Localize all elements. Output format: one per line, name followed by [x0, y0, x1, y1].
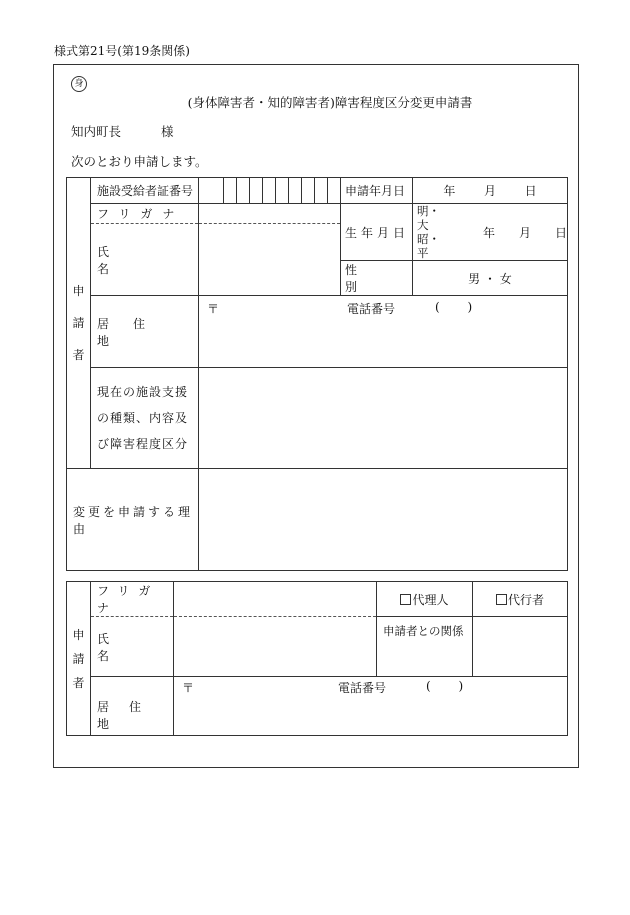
proxy-label: 代行者 [507, 592, 544, 607]
gender-label: 性別 [341, 261, 413, 296]
rep-phone-label: 電話番号 [338, 681, 387, 695]
form-number: 様式第21号(第19条関係) [54, 44, 190, 58]
era-showa-heisei: 昭・平 [417, 232, 440, 260]
phone-parens: ( ) [435, 300, 485, 314]
reason-label: 変更を申請する理由 [67, 469, 199, 571]
representative-side-label: 申請者 [67, 582, 91, 736]
agent-checkbox-option[interactable] [377, 582, 473, 617]
current-support-label: 現在の施設支援の種類、内容及び障害程度区分 [91, 368, 199, 469]
postal-mark: 〒 [207, 302, 220, 316]
relationship-input[interactable] [473, 617, 568, 677]
furigana-label [91, 204, 199, 224]
applicant-side-label: 申請者 [67, 178, 91, 469]
address-input[interactable] [199, 296, 568, 368]
application-date-label: 申請年月日 [341, 178, 413, 204]
name-input[interactable] [199, 224, 341, 296]
address-label: 居住地 [91, 296, 199, 368]
representative-table [66, 581, 568, 736]
gender-options[interactable]: 男 ・ 女 [413, 261, 568, 296]
certificate-number-label: 施設受給者証番号 [91, 178, 199, 204]
agent-label: 代理人 [412, 592, 449, 607]
rep-furigana-label: フリガナ [91, 582, 174, 617]
rep-furigana-input[interactable] [174, 582, 377, 617]
application-date-input[interactable]: 年 月 日 [413, 178, 568, 204]
current-support-input[interactable] [199, 368, 568, 469]
birth-date-label: 生年月日 [341, 204, 413, 261]
rep-postal-mark: 〒 [182, 681, 195, 695]
rep-name-label: 氏名 [91, 617, 174, 677]
applicant-table [66, 177, 568, 571]
proxy-checkbox[interactable] [496, 594, 507, 605]
era-meiji-taisho: 明・大 [417, 204, 440, 232]
birth-date-input[interactable]: 明・大 昭・平 年 月 日 [413, 204, 568, 261]
addressee-name: 知内町長 [71, 124, 122, 139]
intro-text: 次のとおり申請します。 [71, 154, 208, 169]
certificate-number-input[interactable] [199, 178, 341, 204]
rep-phone-parens: ( ) [426, 679, 476, 693]
form-title: (身体障害者・知的障害者)障害程度区分変更申請書 [187, 95, 473, 110]
rep-address-label: 居住地 [91, 677, 174, 736]
furigana-label-text: フリガナ [97, 207, 185, 221]
name-label: 氏名 [91, 224, 199, 296]
rep-name-input[interactable] [174, 617, 377, 677]
reason-input[interactable] [199, 469, 568, 571]
furigana-input[interactable] [199, 204, 341, 224]
proxy-checkbox-option[interactable] [473, 582, 568, 617]
disability-mark: 身 [71, 76, 87, 92]
agent-checkbox[interactable] [400, 594, 411, 605]
rep-address-input[interactable] [174, 677, 568, 736]
addressee-honorific: 様 [161, 124, 174, 139]
addressee [71, 122, 174, 140]
relationship-label: 申請者との関係 [377, 617, 473, 677]
phone-label: 電話番号 [347, 302, 396, 316]
